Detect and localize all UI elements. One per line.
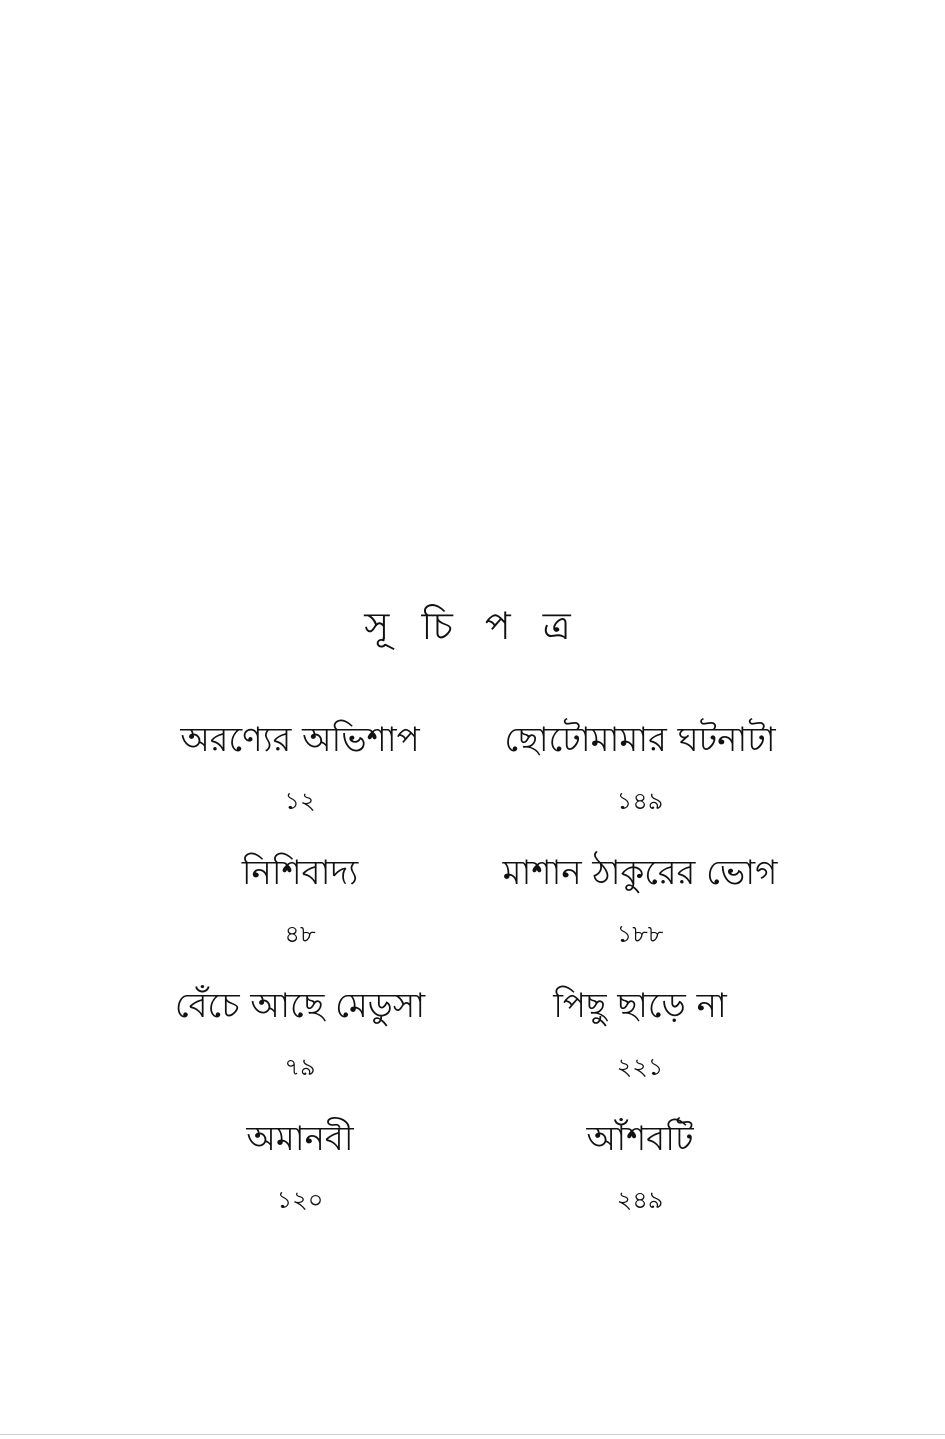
toc-entry bbox=[120, 848, 480, 981]
toc-entry-page-number: ৪৮ bbox=[284, 920, 316, 948]
toc-entry-title: বেঁচে আছে মেডুসা bbox=[174, 986, 426, 1026]
toc-entry bbox=[460, 1114, 820, 1247]
toc-entry-page-number: ১৮৮ bbox=[616, 920, 664, 948]
toc-entry bbox=[460, 715, 820, 848]
toc-entry-title: আঁশবটি bbox=[586, 1119, 694, 1159]
page-title: সূ চি প ত্র bbox=[364, 604, 581, 648]
toc-left-column bbox=[120, 715, 480, 1247]
toc-entry-page-number: ১৪৯ bbox=[616, 787, 664, 815]
toc-entry-title: মাশান ঠাকুরের ভোগ bbox=[502, 853, 778, 893]
toc-entry-page-number: ২২১ bbox=[616, 1053, 664, 1081]
toc-entry-title: পিছু ছাড়ে না bbox=[553, 986, 727, 1026]
toc-entry-page-number: ২৪৯ bbox=[616, 1186, 664, 1214]
toc-entry-title: অমানবী bbox=[246, 1119, 354, 1159]
toc-entry-page-number: ১২০ bbox=[276, 1186, 324, 1214]
toc-entry bbox=[460, 981, 820, 1114]
toc-entry-title: নিশিবাদ্য bbox=[241, 853, 359, 893]
toc-entry bbox=[120, 1114, 480, 1247]
toc-entry-page-number: ৭৯ bbox=[284, 1053, 316, 1081]
toc-entry bbox=[120, 715, 480, 848]
page-bottom-divider bbox=[0, 1434, 945, 1435]
toc-entry bbox=[120, 981, 480, 1114]
toc-entry bbox=[460, 848, 820, 981]
toc-entry-page-number: ১২ bbox=[284, 787, 316, 815]
toc-right-column bbox=[460, 715, 820, 1247]
toc-entry-title: ছোটোমামার ঘটনাটা bbox=[504, 720, 776, 760]
toc-entry-title: অরণ্যের অভিশাপ bbox=[180, 720, 420, 760]
